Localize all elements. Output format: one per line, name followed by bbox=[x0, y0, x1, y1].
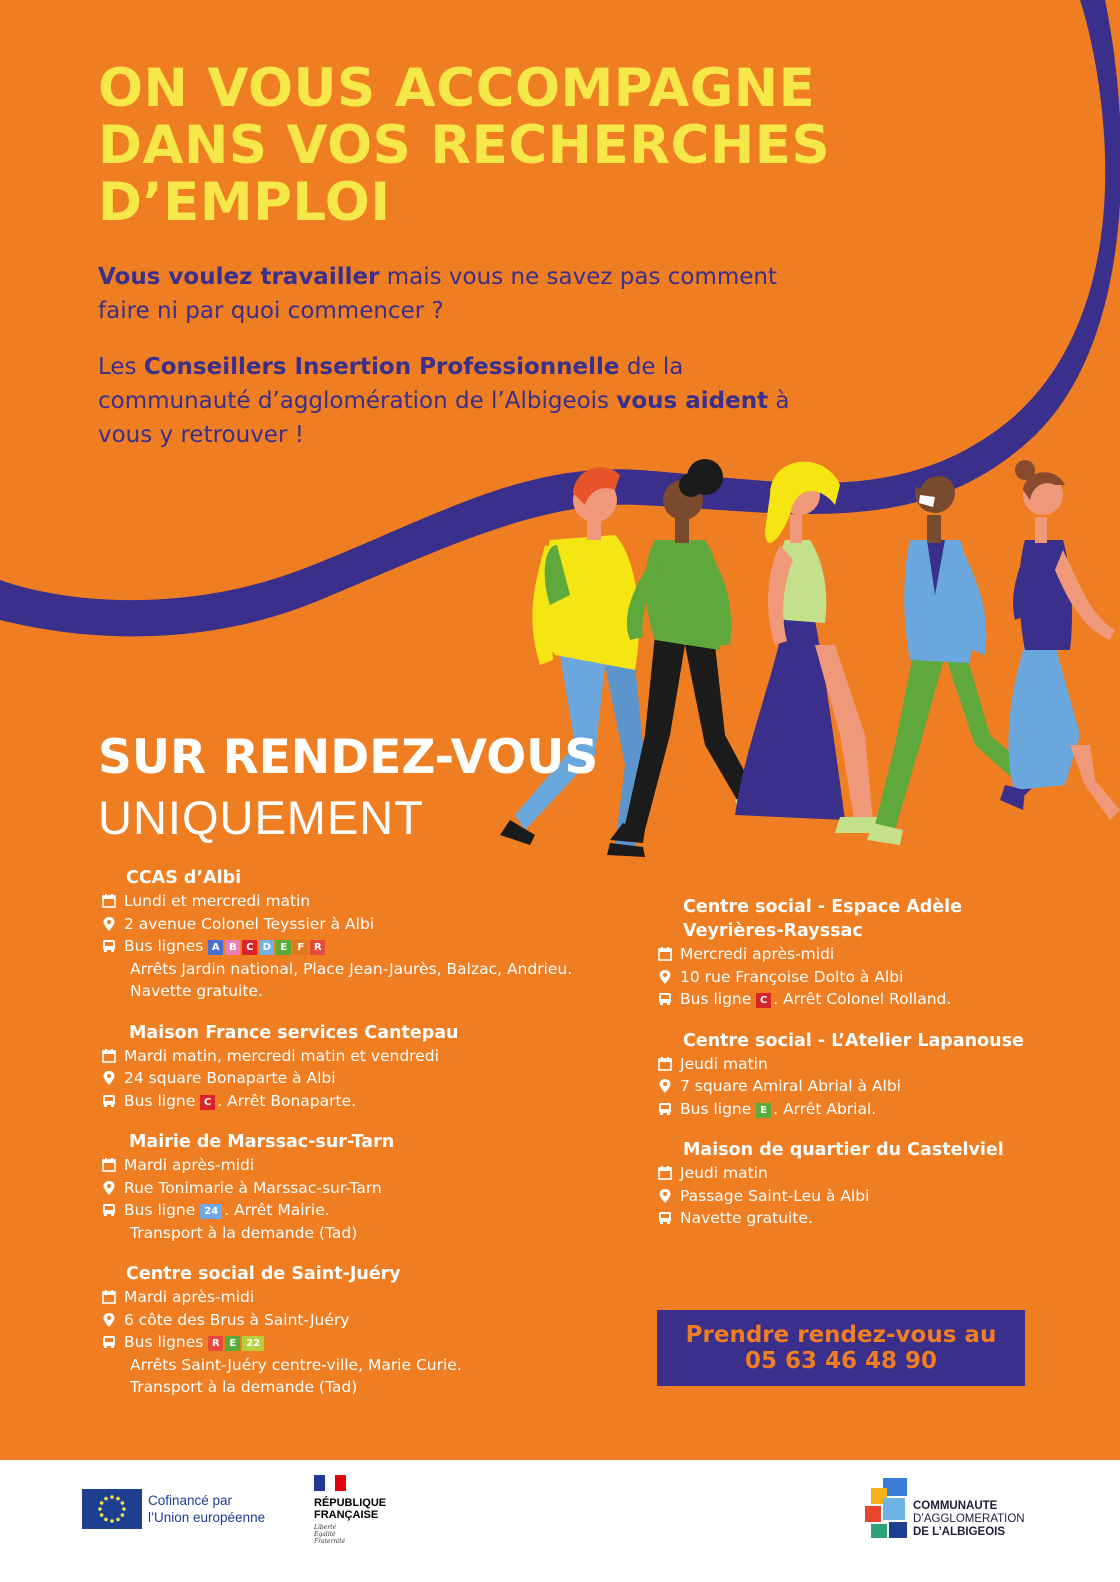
calendar-icon bbox=[656, 1053, 680, 1075]
rf-motto-1: Liberté bbox=[314, 1524, 337, 1531]
intro-paragraph-1 bbox=[98, 260, 818, 328]
location-saint-juery bbox=[100, 1262, 640, 1399]
eu-line-2: l’Union européenne bbox=[148, 1510, 266, 1525]
location-schedule: Mardi après-midi bbox=[124, 1156, 255, 1174]
location-espace-adele bbox=[656, 895, 1076, 1011]
intro-p1-bold: Vous voulez travailler bbox=[98, 264, 380, 290]
bus-icon bbox=[100, 935, 124, 957]
bus-line-badges bbox=[756, 990, 773, 1008]
location-extra-2: Navette gratuite. bbox=[130, 982, 263, 1000]
bus-icon bbox=[656, 988, 680, 1010]
location-name: Centre social de Saint-Juéry bbox=[126, 1264, 401, 1284]
eu-line-1: Cofinancé par bbox=[148, 1493, 233, 1508]
location-schedule: Mardi après-midi bbox=[124, 1288, 255, 1306]
location-bus bbox=[124, 1331, 640, 1354]
location-bus bbox=[680, 1207, 1076, 1230]
location-schedule: Mercredi après-midi bbox=[680, 945, 835, 963]
location-pin-icon bbox=[100, 1309, 124, 1331]
location-address: 7 square Amiral Abrial à Albi bbox=[680, 1077, 901, 1095]
ca-line-2: D’AGGLOMERATION bbox=[913, 1513, 1025, 1525]
bus-prefix: Bus ligne bbox=[680, 990, 752, 1008]
location-extra-1: Transport à la demande (Tad) bbox=[130, 1223, 358, 1242]
location-name: Centre social - Espace Adèle Veyrières-Rayssac bbox=[683, 897, 963, 941]
cta-line-1: Prendre rendez-vous au bbox=[685, 1322, 997, 1348]
bus-suffix: . Arrêt Mairie. bbox=[224, 1201, 330, 1219]
location-bus bbox=[680, 1098, 1076, 1121]
bus-line-badge: C bbox=[200, 1095, 215, 1110]
intro-p2-c: à vous y retrouver ! bbox=[98, 388, 790, 448]
location-extra-1: Arrêts Jardin national, Place Jean-Jaurès, Balzac, Andrieu. bbox=[130, 959, 573, 978]
location-mairie-marssac bbox=[100, 1130, 640, 1244]
location-name: Centre social - L’Atelier Lapanouse bbox=[683, 1030, 1024, 1051]
person-5 bbox=[1000, 460, 1120, 820]
location-name: Maison de quartier du Castelviel bbox=[683, 1140, 1004, 1160]
agglomeration-logo-icon bbox=[865, 1478, 911, 1538]
title-line-3: D’EMPLOI bbox=[98, 172, 391, 233]
bus-line-badge: 24 bbox=[200, 1204, 222, 1219]
bus-line-badge: A bbox=[208, 940, 223, 955]
location-bus bbox=[124, 1090, 640, 1113]
location-france-services-cantepau bbox=[100, 1021, 640, 1113]
bus-prefix: Bus ligne bbox=[680, 1099, 752, 1118]
location-address: 2 avenue Colonel Teyssier à Albi bbox=[124, 914, 375, 933]
calendar-icon bbox=[656, 1162, 680, 1184]
bus-line-badges bbox=[208, 937, 327, 955]
location-pin-icon bbox=[656, 966, 680, 988]
location-name: CCAS d’Albi bbox=[126, 868, 242, 888]
intro-p2-bold1: Conseillers Insertion Professionnelle bbox=[143, 354, 620, 380]
location-bus bbox=[124, 1199, 640, 1222]
appointment-heading bbox=[98, 728, 598, 848]
bus-line-badge: R bbox=[310, 940, 325, 955]
bus-suffix: . Arrêt Bonaparte. bbox=[217, 1091, 357, 1110]
intro-text bbox=[98, 260, 818, 474]
bus-line-badges bbox=[756, 1100, 773, 1118]
intro-p2-a: Les bbox=[98, 354, 144, 380]
title-line-1: ON VOUS ACCOMPAGNE bbox=[98, 58, 816, 119]
agglomeration-name bbox=[913, 1500, 1025, 1539]
bus-line-badge: E bbox=[276, 940, 291, 955]
rf-motto-2: Égalité bbox=[314, 1531, 336, 1538]
marianne-flag-icon bbox=[314, 1475, 346, 1491]
bus-line-badges bbox=[200, 1201, 224, 1219]
location-schedule: Mardi matin, mercredi matin et vendredi bbox=[124, 1046, 439, 1065]
bus-line-badges bbox=[200, 1092, 217, 1110]
location-address: 6 côte des Brus à Saint-Juéry bbox=[124, 1310, 350, 1329]
location-address: Rue Tonimarie à Marssac-sur-Tarn bbox=[124, 1178, 382, 1197]
location-schedule: Jeudi matin bbox=[680, 1164, 768, 1182]
bus-icon bbox=[100, 1090, 124, 1112]
bus-prefix: Bus lignes bbox=[124, 1333, 204, 1351]
intro-p2-bold2: vous aident bbox=[616, 388, 769, 414]
location-pin-icon bbox=[100, 1067, 124, 1089]
title-line-2: DANS VOS RECHERCHES bbox=[98, 115, 831, 176]
eu-cofunding-text bbox=[148, 1492, 265, 1526]
ca-line-3: DE L’ALBIGEOIS bbox=[913, 1526, 1006, 1538]
bus-line-badge: 22 bbox=[242, 1336, 264, 1351]
bus-line-badge: R bbox=[208, 1336, 223, 1351]
bus-line-badge: F bbox=[293, 940, 308, 955]
bus-prefix: Bus ligne bbox=[124, 1091, 196, 1110]
calendar-icon bbox=[100, 1045, 124, 1067]
appointment-line-1: SUR RENDEZ-VOUS bbox=[98, 730, 599, 785]
calendar-icon bbox=[656, 943, 680, 965]
locations-right-column bbox=[656, 895, 1076, 1248]
location-pin-icon bbox=[100, 1177, 124, 1199]
phone-number[interactable]: 05 63 46 48 90 bbox=[744, 1348, 938, 1374]
bus-line-badge: D bbox=[259, 940, 274, 955]
bus-icon bbox=[100, 1331, 124, 1353]
location-name: Mairie de Marssac-sur-Tarn bbox=[129, 1132, 395, 1152]
bus-line-badge: E bbox=[225, 1336, 240, 1351]
bus-line-badge: B bbox=[225, 940, 240, 955]
location-castelviel bbox=[656, 1138, 1076, 1230]
bus-suffix: . Arrêt Colonel Rolland. bbox=[773, 990, 952, 1008]
location-pin-icon bbox=[656, 1185, 680, 1207]
location-address: Passage Saint-Leu à Albi bbox=[680, 1186, 870, 1205]
locations-left-column bbox=[100, 866, 640, 1417]
location-bus bbox=[124, 935, 640, 958]
calendar-icon bbox=[100, 1286, 124, 1308]
person-3 bbox=[735, 462, 881, 833]
appointment-phone-box bbox=[657, 1310, 1025, 1386]
bus-line-badges bbox=[208, 1333, 266, 1351]
location-schedule: Lundi et mercredi matin bbox=[124, 892, 311, 910]
location-pin-icon bbox=[100, 913, 124, 935]
eu-flag-icon bbox=[82, 1489, 142, 1529]
bus-suffix: . Arrêt Abrial. bbox=[773, 1099, 877, 1118]
bus-line-badge: C bbox=[242, 940, 257, 955]
location-address: 24 square Bonaparte à Albi bbox=[124, 1069, 336, 1087]
main-title bbox=[98, 60, 918, 231]
ca-line-1: COMMUNAUTE bbox=[913, 1500, 998, 1512]
location-address: 10 rue Françoise Dolto à Albi bbox=[680, 967, 904, 986]
intro-paragraph-2 bbox=[98, 350, 818, 452]
intro-p2-b: de la communauté d’agglomération de l’Albigeois bbox=[98, 354, 684, 414]
rf-line-2: FRANÇAISE bbox=[314, 1509, 379, 1521]
location-atelier-lapanouse bbox=[656, 1029, 1076, 1121]
bus-line-badge: C bbox=[756, 993, 771, 1008]
bus-line-badge: E bbox=[756, 1103, 771, 1118]
calendar-icon bbox=[100, 890, 124, 912]
location-schedule: Jeudi matin bbox=[680, 1054, 768, 1073]
bus-icon bbox=[656, 1098, 680, 1120]
bus-prefix: Navette gratuite. bbox=[680, 1209, 813, 1227]
rf-motto-3: Fraternité bbox=[314, 1538, 346, 1545]
republique-francaise-logo bbox=[314, 1475, 386, 1545]
bus-icon bbox=[656, 1207, 680, 1229]
location-bus bbox=[680, 988, 1076, 1011]
rf-line-1: RÉPUBLIQUE bbox=[314, 1497, 387, 1509]
location-extra-1: Arrêts Saint-Juéry centre-ville, Marie Curie. bbox=[130, 1355, 462, 1374]
location-ccas-albi bbox=[100, 866, 640, 1003]
location-pin-icon bbox=[656, 1075, 680, 1097]
location-name: Maison France services Cantepau bbox=[129, 1022, 459, 1043]
bus-prefix: Bus lignes bbox=[124, 937, 204, 955]
appointment-line-2: UNIQUEMENT bbox=[98, 791, 424, 844]
intro-p1-rest: mais vous ne savez pas comment faire ni par quoi commencer ? bbox=[98, 264, 778, 324]
location-extra-2: Transport à la demande (Tad) bbox=[130, 1378, 358, 1396]
calendar-icon bbox=[100, 1154, 124, 1176]
bus-icon bbox=[100, 1199, 124, 1221]
bus-prefix: Bus ligne bbox=[124, 1201, 196, 1219]
